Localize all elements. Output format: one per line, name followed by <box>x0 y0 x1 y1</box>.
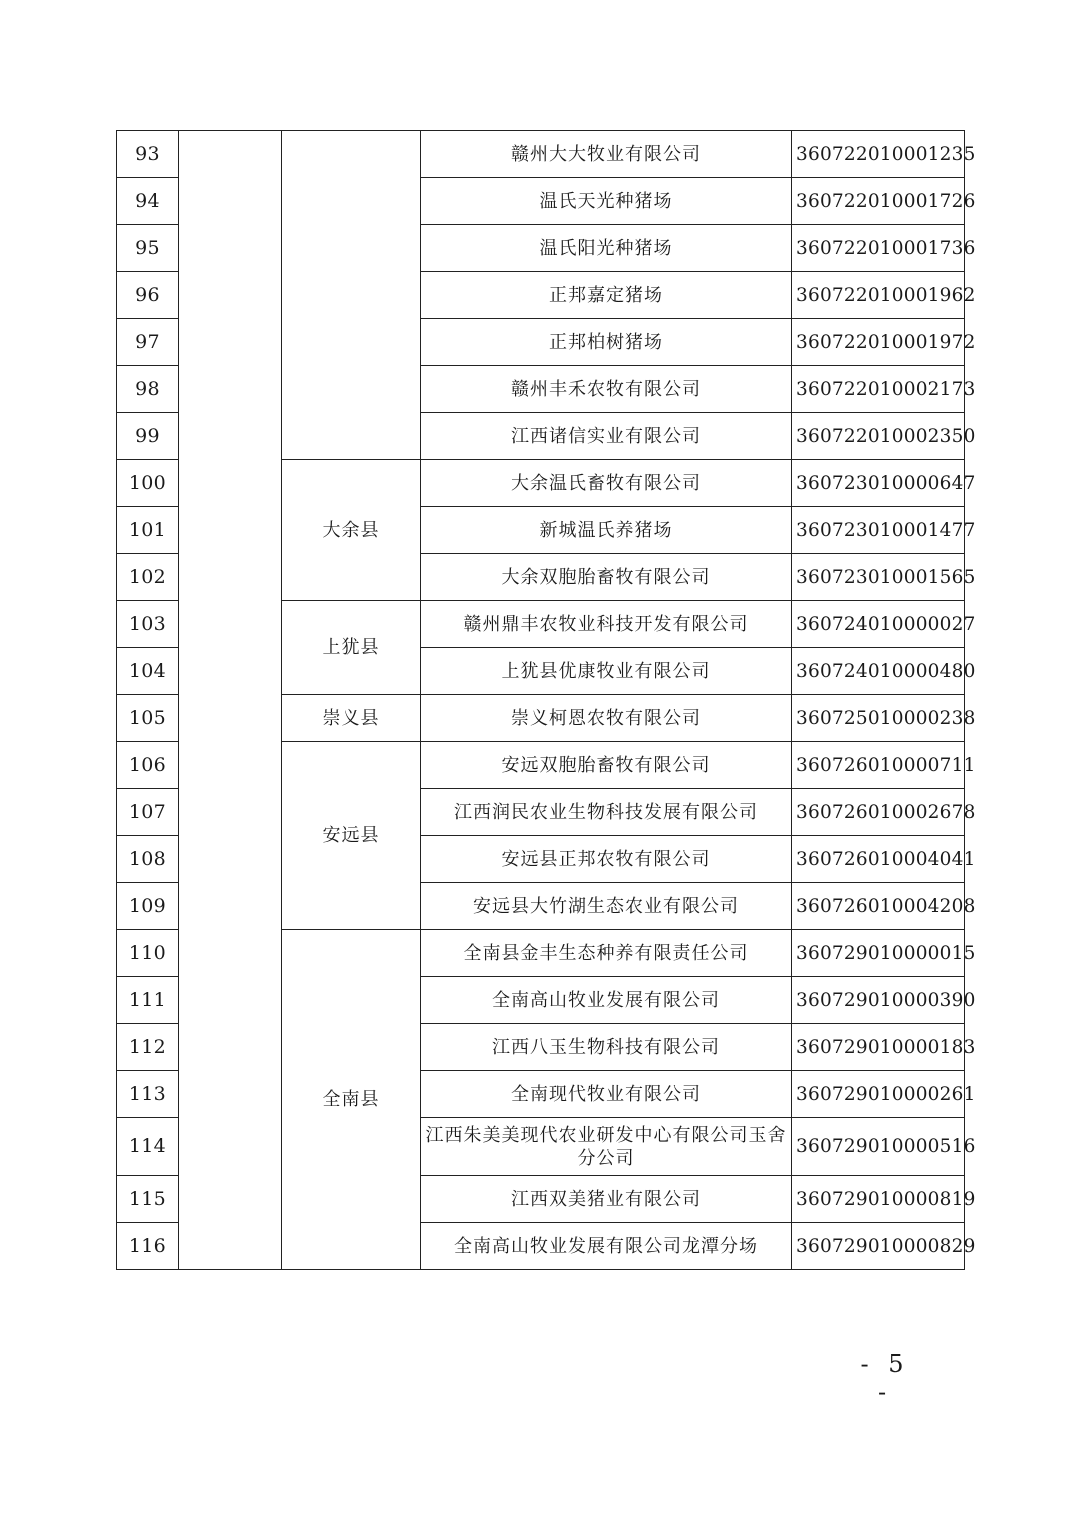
row-number: 110 <box>117 930 179 977</box>
row-number: 105 <box>117 695 179 742</box>
row-number: 99 <box>117 413 179 460</box>
row-number: 107 <box>117 789 179 836</box>
farm-code: 360722010001972 <box>792 319 965 366</box>
county-dayu: 大余县 <box>282 460 421 601</box>
row-number: 108 <box>117 836 179 883</box>
county-quannan: 全南县 <box>282 930 421 1270</box>
row-number: 106 <box>117 742 179 789</box>
farm-code: 360726010000711 <box>792 742 965 789</box>
farm-code: 360724010000027 <box>792 601 965 648</box>
company-name: 上犹县优康牧业有限公司 <box>421 648 792 695</box>
company-name: 全南县金丰生态种养有限责任公司 <box>421 930 792 977</box>
company-name: 全南高山牧业发展有限公司龙潭分场 <box>421 1223 792 1270</box>
county-shangyou: 上犹县 <box>282 601 421 695</box>
company-name: 全南现代牧业有限公司 <box>421 1071 792 1118</box>
page-number: - 5 - <box>860 1350 910 1406</box>
company-name: 全南高山牧业发展有限公司 <box>421 977 792 1024</box>
company-name: 温氏阳光种猪场 <box>421 225 792 272</box>
row-number: 101 <box>117 507 179 554</box>
row-number: 114 <box>117 1118 179 1176</box>
farm-code: 360726010004041 <box>792 836 965 883</box>
table-row <box>117 131 965 178</box>
farm-code: 360729010000516 <box>792 1118 965 1176</box>
company-name: 温氏天光种猪场 <box>421 178 792 225</box>
farm-code: 360722010002173 <box>792 366 965 413</box>
row-number: 98 <box>117 366 179 413</box>
farm-code: 360723010000647 <box>792 460 965 507</box>
company-name: 江西八玉生物科技有限公司 <box>421 1024 792 1071</box>
row-number: 104 <box>117 648 179 695</box>
company-name: 新城温氏养猪场 <box>421 507 792 554</box>
row-number: 109 <box>117 883 179 930</box>
row-number: 94 <box>117 178 179 225</box>
company-name: 安远双胞胎畜牧有限公司 <box>421 742 792 789</box>
row-number: 115 <box>117 1176 179 1223</box>
row-number: 102 <box>117 554 179 601</box>
company-name: 赣州鼎丰农牧业科技开发有限公司 <box>421 601 792 648</box>
row-number: 111 <box>117 977 179 1024</box>
row-number: 113 <box>117 1071 179 1118</box>
company-name: 赣州丰禾农牧有限公司 <box>421 366 792 413</box>
farm-code: 360726010002678 <box>792 789 965 836</box>
row-number: 96 <box>117 272 179 319</box>
company-name: 崇义柯恩农牧有限公司 <box>421 695 792 742</box>
company-name: 江西双美猪业有限公司 <box>421 1176 792 1223</box>
farm-code: 360729010000015 <box>792 930 965 977</box>
company-name: 安远县正邦农牧有限公司 <box>421 836 792 883</box>
farm-code: 360725010000238 <box>792 695 965 742</box>
farm-code: 360726010004208 <box>792 883 965 930</box>
farm-code: 360722010001736 <box>792 225 965 272</box>
city-cell <box>179 131 282 1270</box>
row-number: 112 <box>117 1024 179 1071</box>
farm-code: 360723010001477 <box>792 507 965 554</box>
farm-code: 360729010000819 <box>792 1176 965 1223</box>
company-name: 江西朱美美现代农业研发中心有限公司玉舍分公司 <box>421 1118 792 1176</box>
company-name: 赣州大大牧业有限公司 <box>421 131 792 178</box>
row-number: 116 <box>117 1223 179 1270</box>
farm-code: 360722010001726 <box>792 178 965 225</box>
county-chongyi: 崇义县 <box>282 695 421 742</box>
row-number: 95 <box>117 225 179 272</box>
row-number: 103 <box>117 601 179 648</box>
farm-code: 360729010000829 <box>792 1223 965 1270</box>
row-number: 93 <box>117 131 179 178</box>
farm-code: 360722010002350 <box>792 413 965 460</box>
county-anyuan: 安远县 <box>282 742 421 930</box>
farm-code: 360722010001235 <box>792 131 965 178</box>
company-name: 安远县大竹湖生态农业有限公司 <box>421 883 792 930</box>
company-name: 大余双胞胎畜牧有限公司 <box>421 554 792 601</box>
company-name: 大余温氏畜牧有限公司 <box>421 460 792 507</box>
farm-code: 360722010001962 <box>792 272 965 319</box>
farm-code: 360729010000261 <box>792 1071 965 1118</box>
row-number: 100 <box>117 460 179 507</box>
registration-table <box>116 130 976 1270</box>
farm-code: 360723010001565 <box>792 554 965 601</box>
farm-code: 360729010000390 <box>792 977 965 1024</box>
farm-code: 360724010000480 <box>792 648 965 695</box>
county-cell <box>282 131 421 460</box>
farm-code: 360729010000183 <box>792 1024 965 1071</box>
company-name: 正邦柏树猪场 <box>421 319 792 366</box>
company-name: 正邦嘉定猪场 <box>421 272 792 319</box>
row-number: 97 <box>117 319 179 366</box>
company-name: 江西润民农业生物科技发展有限公司 <box>421 789 792 836</box>
company-name: 江西诸信实业有限公司 <box>421 413 792 460</box>
